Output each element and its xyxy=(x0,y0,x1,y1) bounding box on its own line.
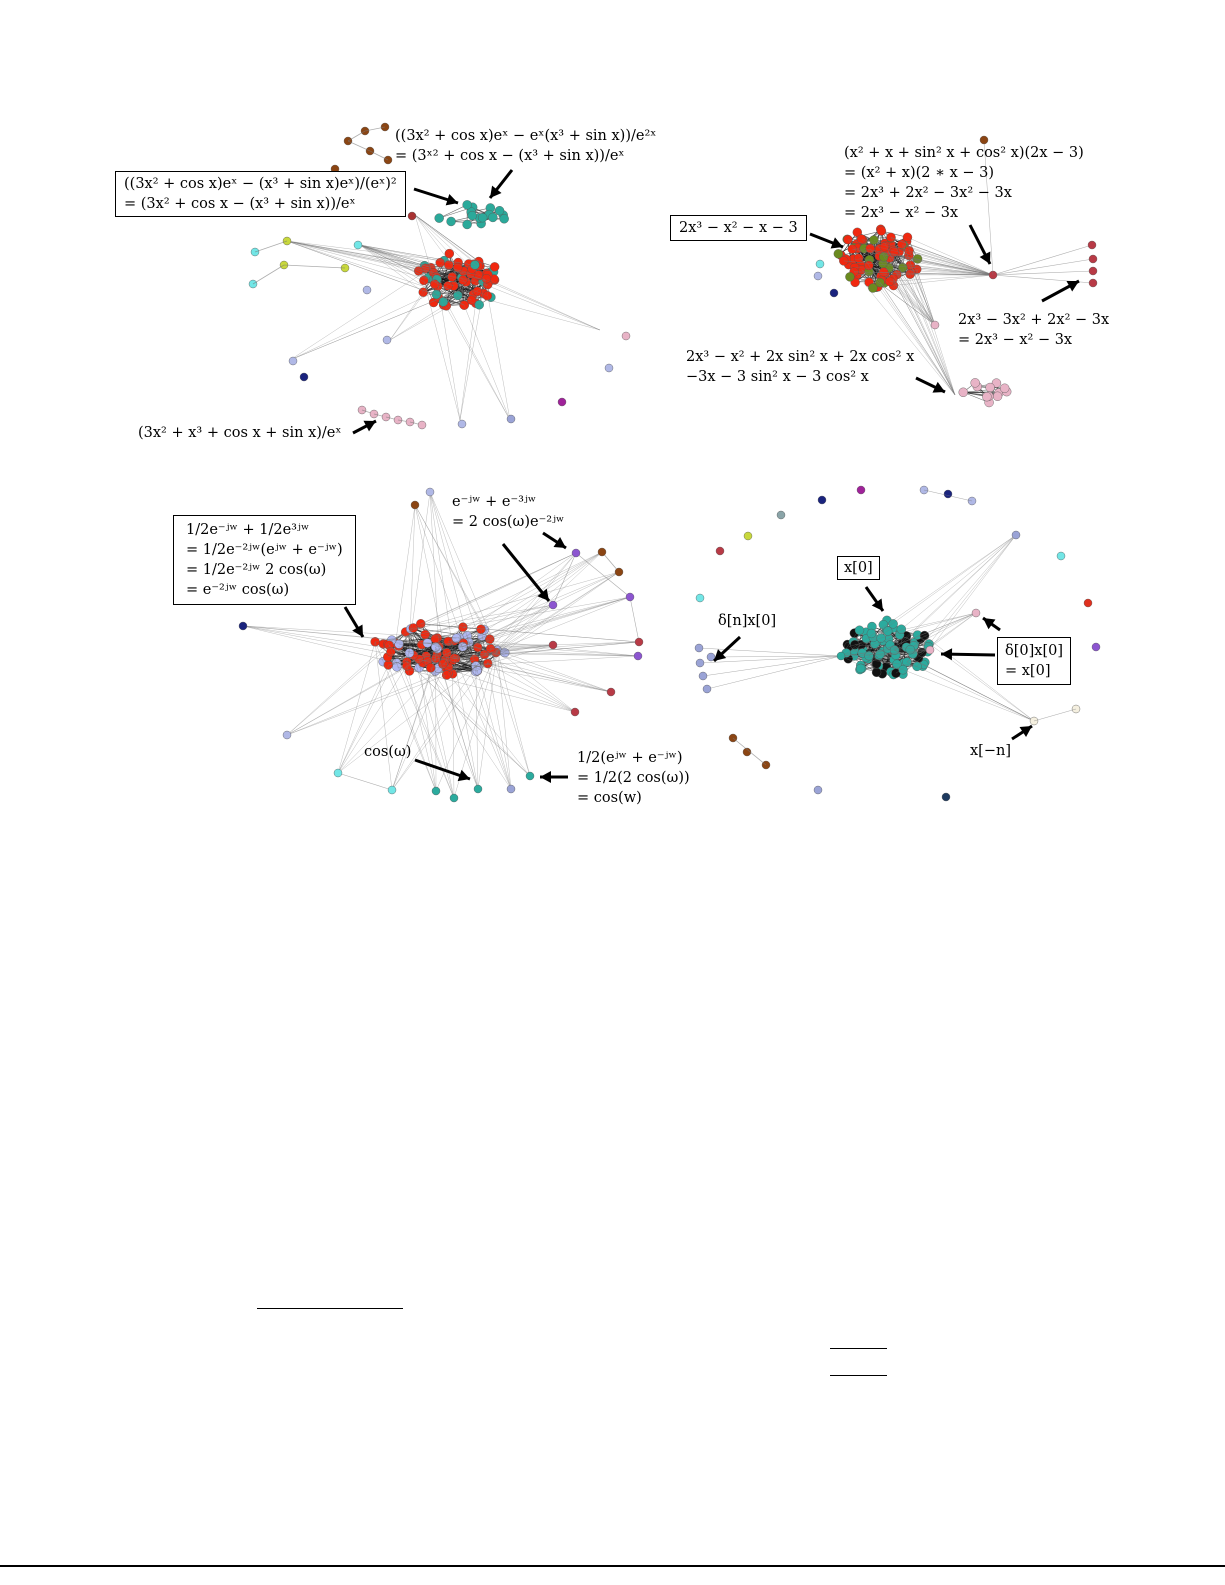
graph-node xyxy=(1000,384,1009,393)
graph-node xyxy=(814,272,822,280)
graph-node xyxy=(931,321,939,329)
graph-edge xyxy=(733,738,766,765)
graph-panel-d xyxy=(0,460,1225,820)
graph-node xyxy=(982,392,991,401)
graph-node xyxy=(872,668,881,677)
graph-node xyxy=(1084,599,1092,607)
graph-b-canvas xyxy=(0,0,1225,460)
graph-node xyxy=(868,284,877,293)
label-a1-line: ((3x² + cos x)eˣ − eˣ(x³ + sin x))/e²ˣ xyxy=(395,128,657,144)
label-c4-line: 1/2(eʲʷ + e⁻ʲʷ) xyxy=(577,750,683,766)
label-b3-line: 2x³ − 3x² + 2x² − 3x xyxy=(958,312,1110,328)
label-b1-line: (x² + x + sin² x + cos² x)(2x − 3) xyxy=(844,145,1084,161)
label-b1-line: = (x² + x)(2 ∗ x − 3) xyxy=(844,165,994,181)
label-b4 xyxy=(686,347,914,387)
label-b3 xyxy=(958,310,1109,350)
label-b4-line: −3x − 3 sin² x − 3 cos² x xyxy=(686,369,869,385)
arrowhead-icon xyxy=(983,618,995,629)
graph-edge xyxy=(895,535,1016,647)
graph-node xyxy=(703,685,711,693)
graph-node xyxy=(972,609,980,617)
graph-node xyxy=(1012,531,1020,539)
graph-node xyxy=(1089,255,1097,263)
graph-node xyxy=(696,659,704,667)
label-a3-line: (3x² + x³ + cos x + sin x)/eˣ xyxy=(138,425,342,441)
graph-node xyxy=(926,646,934,654)
graph-panel-b xyxy=(0,0,1225,460)
graph-node xyxy=(877,226,886,235)
graph-node xyxy=(1089,279,1097,287)
label-d2 xyxy=(718,611,776,631)
graph-node xyxy=(816,260,824,268)
graph-node xyxy=(942,793,950,801)
label-a2-line: ((3x² + cos x)eˣ − (x³ + sin x)eˣ)/(eˣ)² xyxy=(124,176,397,192)
label-a2-line: = (3x² + cos x − (x³ + sin x))/eˣ xyxy=(124,196,356,212)
label-d4 xyxy=(970,741,1011,761)
label-c4-line: = cos(w) xyxy=(577,790,642,806)
graph-node xyxy=(993,392,1002,401)
graph-node xyxy=(857,486,865,494)
label-b4-line: 2x³ − x² + 2x sin² x + 2x cos² x xyxy=(686,349,915,365)
footnote-rule xyxy=(830,1348,887,1349)
arrowhead-icon xyxy=(872,599,883,611)
label-a1-line: = (3ˣ² + cos x − (x³ + sin x))/eˣ xyxy=(395,148,625,164)
graph-node xyxy=(696,594,704,602)
label-b3-line: = 2x³ − x² − 3x xyxy=(958,332,1073,348)
graph-edge xyxy=(873,535,1016,637)
graph-node xyxy=(814,786,822,794)
graph-node xyxy=(971,378,980,387)
arrowhead-icon xyxy=(941,648,952,660)
graph-edge xyxy=(929,535,1016,644)
label-c2-line: e⁻ʲʷ + e⁻³ʲʷ xyxy=(452,494,537,510)
graph-node xyxy=(845,272,854,281)
label-c1-line: = 1/2e⁻²ʲʷ(eʲʷ + e⁻ʲʷ) xyxy=(186,542,343,558)
graph-edge xyxy=(993,271,1093,275)
graph-edge xyxy=(993,259,1093,275)
graph-node xyxy=(777,511,785,519)
graph-node xyxy=(695,644,703,652)
label-c2-line: = 2 cos(ω)e⁻²ʲʷ xyxy=(452,514,565,530)
graph-node xyxy=(699,672,707,680)
label-d3-line: = x[0] xyxy=(1005,663,1051,679)
graph-node xyxy=(1088,241,1096,249)
label-d1-line: x[0] xyxy=(844,560,873,576)
graph-node xyxy=(744,532,752,540)
label-d3 xyxy=(997,637,1071,685)
graph-node xyxy=(837,652,845,660)
graph-edge xyxy=(1034,709,1076,721)
label-b1 xyxy=(844,143,1084,223)
graph-node xyxy=(1089,267,1097,275)
graph-node xyxy=(944,490,952,498)
graph-node xyxy=(1057,552,1065,560)
footnote-rule xyxy=(830,1375,887,1376)
label-b1-line: = 2x³ − x² − 3x xyxy=(844,205,959,221)
label-b2-line: 2x³ − x² − x − 3 xyxy=(679,220,798,236)
label-c1-line: 1/2e⁻ʲʷ + 1/2e³ʲʷ xyxy=(186,522,310,538)
graph-node xyxy=(1092,643,1100,651)
graph-node xyxy=(716,547,724,555)
graph-node xyxy=(818,496,826,504)
graph-edge xyxy=(993,245,1092,275)
label-d3-line: δ[0]x[0] xyxy=(1005,643,1063,659)
label-d1 xyxy=(837,556,880,580)
label-d2-line: δ[n]x[0] xyxy=(718,613,777,629)
graph-node xyxy=(986,383,995,392)
label-c3-line: cos(ω) xyxy=(364,744,412,760)
label-c1-line: = 1/2e⁻²ʲʷ 2 cos(ω) xyxy=(186,562,327,578)
label-c1-line: = e⁻²ʲʷ cos(ω) xyxy=(186,582,290,598)
label-b1-line: = 2x³ + 2x² − 3x² − 3x xyxy=(844,185,1012,201)
graph-node xyxy=(959,388,968,397)
label-d4-line: x[−n] xyxy=(970,743,1011,759)
graph-edge xyxy=(894,535,1016,650)
graph-edge xyxy=(869,535,1016,656)
page-bottom-rule xyxy=(0,1565,1225,1567)
footnote-rule xyxy=(257,1308,403,1309)
label-c4-line: = 1/2(2 cos(ω)) xyxy=(577,770,690,786)
label-b2 xyxy=(670,215,807,241)
graph-node xyxy=(830,289,838,297)
